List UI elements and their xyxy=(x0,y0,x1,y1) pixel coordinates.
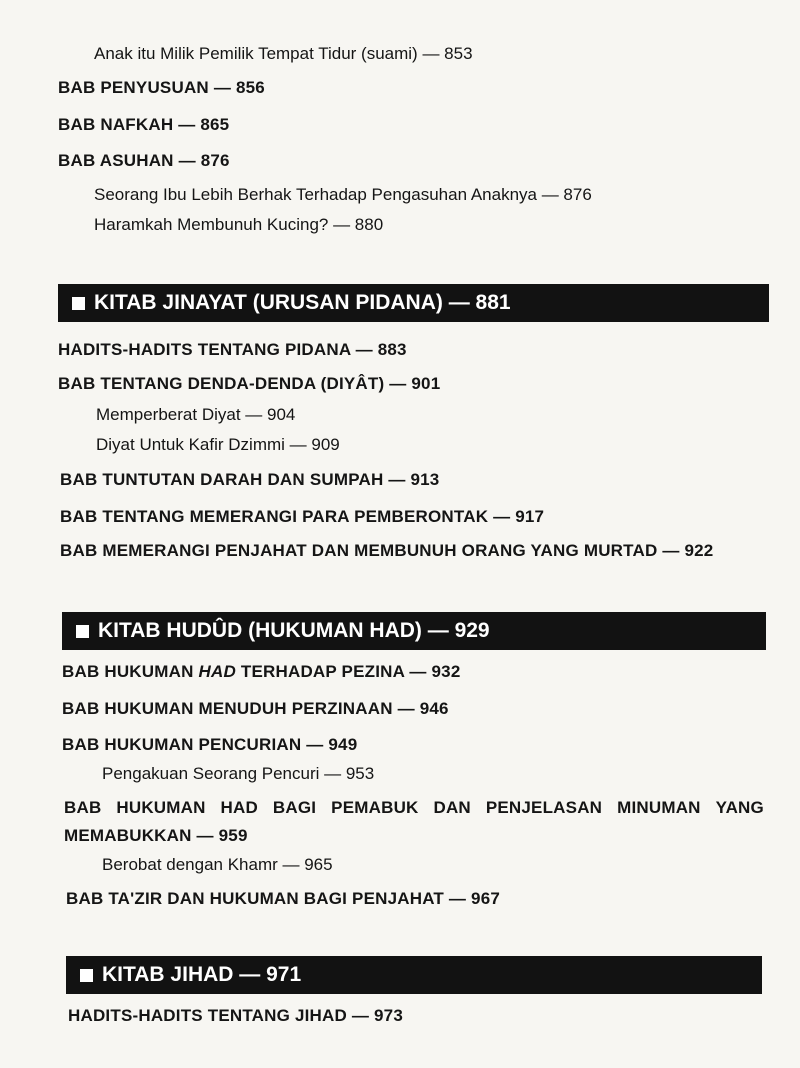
section-header-jihad xyxy=(66,956,762,994)
entry-word: PEMABUK xyxy=(331,798,419,817)
toc-entry: BAB TENTANG MEMERANGI PARA PEMBERONTAK — 917 xyxy=(60,507,545,526)
section-header-jinayat xyxy=(58,284,769,322)
toc-entry: BAB HUKUMAN MENUDUH PERZINAAN — 946 xyxy=(62,699,449,718)
toc-entry: BAB TUNTUTAN DARAH DAN SUMPAH — 913 xyxy=(60,470,440,489)
section-header-title: KITAB HUDÛD (HUKUMAN HAD) — 929 xyxy=(98,619,490,642)
toc-entry: Berobat dengan Khamr — 965 xyxy=(102,855,333,874)
toc-entry: HADITS-HADITS TENTANG PIDANA — 883 xyxy=(58,340,407,359)
entry-word: BAGI xyxy=(272,798,317,817)
toc-entry: BAB MEMERANGI PENJAHAT DAN MEMBUNUH ORANG YANG MURTAD — 922 xyxy=(60,541,714,560)
entry-word: YANG xyxy=(715,798,764,817)
toc-entry: Anak itu Milik Pemilik Tempat Tidur (suami) — 853 xyxy=(94,44,473,63)
toc-entry: HADITS-HADITS TENTANG JIHAD — 973 xyxy=(68,1006,403,1025)
entry-word: MINUMAN xyxy=(617,798,701,817)
toc-entry: BAB TENTANG DENDA-DENDA (DIYÂT) — 901 xyxy=(58,374,441,393)
toc-entry xyxy=(62,662,460,682)
entry-part: TERHADAP PEZINA — 932 xyxy=(240,662,461,681)
square-bullet-icon xyxy=(72,297,85,310)
toc-entry: BAB HUKUMAN PENCURIAN — 949 xyxy=(62,735,358,754)
section-header-title: KITAB JIHAD — 971 xyxy=(102,963,302,986)
entry-part-italic: HAD xyxy=(198,662,236,681)
entry-part: BAB HUKUMAN xyxy=(62,662,194,681)
toc-entry: BAB ASUHAN — 876 xyxy=(58,151,230,170)
toc-entry: BAB TA'ZIR DAN HUKUMAN BAGI PENJAHAT — 967 xyxy=(66,889,500,908)
square-bullet-icon xyxy=(80,969,93,982)
entry-word: PENJELASAN xyxy=(485,798,603,817)
entry-word: HUKUMAN xyxy=(116,798,206,817)
toc-entry: MEMABUKKAN — 959 xyxy=(64,826,248,845)
entry-word: HAD xyxy=(220,798,258,817)
toc-entry: Memperberat Diyat — 904 xyxy=(96,405,296,424)
toc-entry: BAB NAFKAH — 865 xyxy=(58,115,230,134)
toc-entry: Pengakuan Seorang Pencuri — 953 xyxy=(102,764,375,783)
entry-word: DAN xyxy=(433,798,471,817)
square-bullet-icon xyxy=(76,625,89,638)
toc-entry: BAB PENYUSUAN — 856 xyxy=(58,78,265,97)
toc-entry: Seorang Ibu Lebih Berhak Terhadap Pengasuhan Anaknya — 876 xyxy=(94,185,592,204)
section-header-title: KITAB JINAYAT (URUSAN PIDANA) — 881 xyxy=(94,291,511,314)
toc-entry-justified xyxy=(64,798,764,818)
section-header-hudud xyxy=(62,612,766,650)
entry-word: BAB xyxy=(64,798,102,817)
toc-entry: Haramkah Membunuh Kucing? — 880 xyxy=(94,215,384,234)
toc-entry: Diyat Untuk Kafir Dzimmi — 909 xyxy=(96,435,340,454)
